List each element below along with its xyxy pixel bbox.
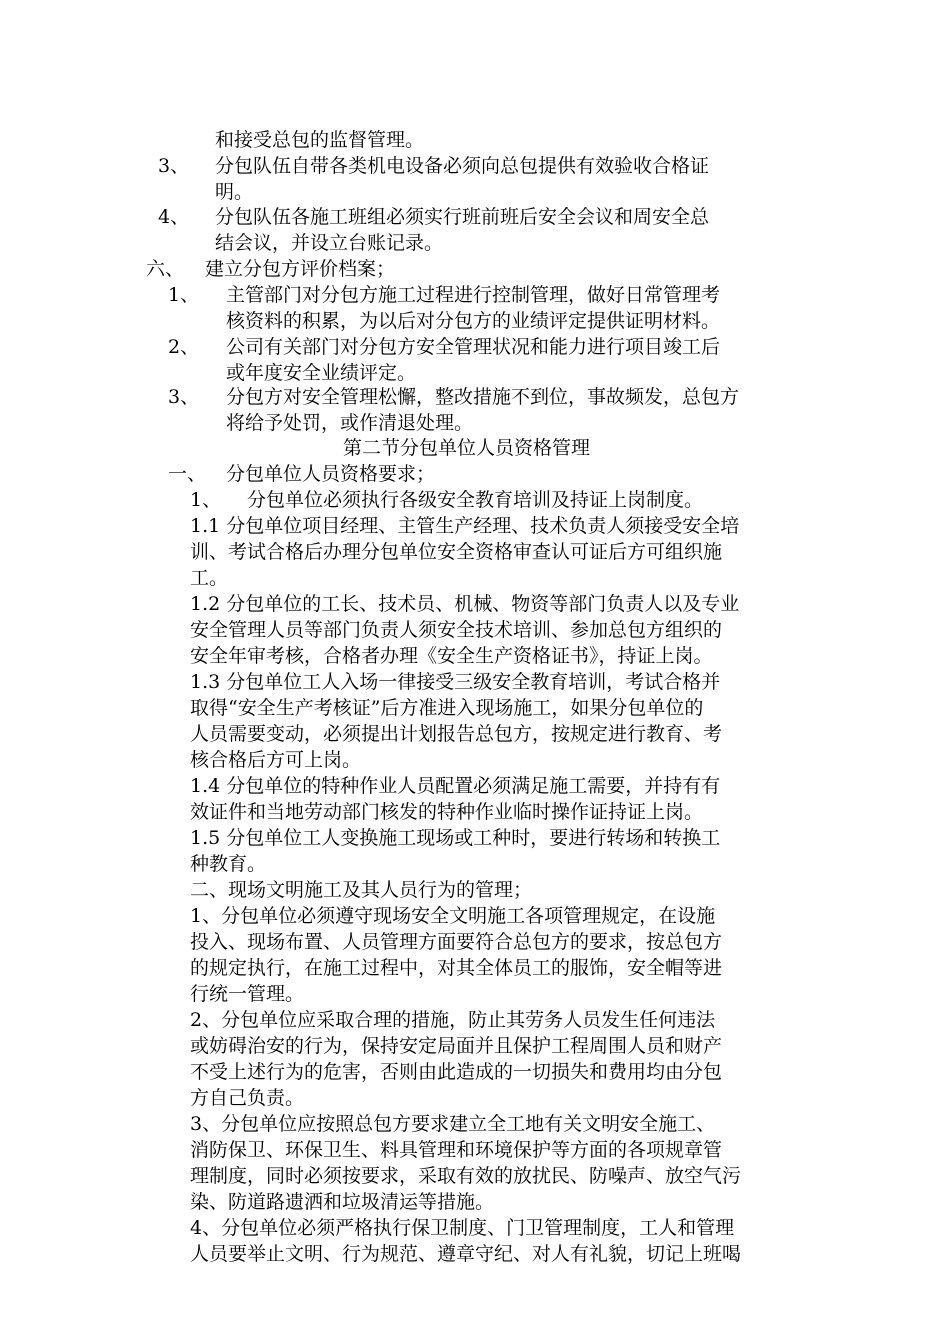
paragraph-line: 安全管理人员等部门负责人须安全技术培训、参加总包方组织的 (190, 619, 723, 641)
chapter-heading: 第二节分包单位人员资格管理 (343, 437, 591, 459)
paragraph-line: 取得“安全生产考核证”后方准进入现场施工，如果分包单位的 (190, 697, 704, 719)
item-text-line: 结会议，并设立台账记录。 (215, 232, 444, 254)
paragraph-line: 人员要举止文明、行为规范、遵章守纪、对人有礼貌，切记上班喝 (190, 1243, 742, 1265)
paragraph-line: 行统一管理。 (190, 983, 305, 1005)
item-text-line: 分包单位必须执行各级安全教育培训及持证上岗制度。 (247, 489, 704, 511)
item-text-line: 明。 (215, 181, 254, 203)
section-title: 二、现场文明施工及其人员行为的管理； (190, 879, 533, 901)
item-text-line: 分包方对安全管理松懈，整改措施不到位，事故频发，总包方 (226, 386, 740, 408)
item-text-line: 主管部门对分包方施工过程进行控制管理，做好日常管理考 (226, 284, 721, 306)
paragraph-line: 种教育。 (190, 853, 267, 875)
item-number: 4、 (158, 206, 190, 228)
item-text-line: 分包队伍各施工班组必须实行班前班后安全会议和周安全总 (215, 206, 710, 228)
paragraph-line: 4、分包单位必须严格执行保卫制度、门卫管理制度，工人和管理 (190, 1217, 735, 1239)
continuation-line: 和接受总包的监督管理。 (215, 129, 425, 151)
paragraph-line: 方自己负责。 (190, 1087, 305, 1109)
item-text-line: 核资料的积累，为以后对分包方的业绩评定提供证明材料。 (226, 310, 721, 332)
paragraph-line: 1.1 分包单位项目经理、主管生产经理、技术负责人须接受安全培 (190, 515, 740, 537)
section-number: 六、 (146, 258, 185, 280)
paragraph-line: 消防保卫、环保卫生、料具管理和环境保护等方面的各项规章管 (190, 1139, 723, 1161)
item-number: 3、 (158, 155, 190, 177)
paragraph-line: 1.5 分包单位工人变换施工现场或工种时，要进行转场和转换工 (190, 827, 721, 849)
paragraph-line: 2、分包单位应采取合理的措施，防止其劳务人员发生任何违法 (190, 1009, 716, 1031)
item-text-line: 将给予处罚，或作清退处理。 (226, 412, 474, 434)
paragraph-line: 效证件和当地劳动部门核发的特种作业临时操作证持证上岗。 (190, 801, 704, 823)
item-number: 2、 (168, 336, 200, 358)
section-title: 分包单位人员资格要求； (226, 463, 436, 485)
item-text-line: 公司有关部门对分包方安全管理状况和能力进行项目竣工后 (226, 336, 721, 358)
item-text-line: 分包队伍自带各类机电设备必须向总包提供有效验收合格证 (215, 155, 710, 177)
paragraph-line: 3、分包单位应按照总包方要求建立全工地有关文明安全施工、 (190, 1113, 716, 1135)
paragraph-line: 工。 (190, 567, 229, 589)
paragraph-line: 的规定执行，在施工过程中，对其全体员工的服饰，安全帽等进 (190, 957, 723, 979)
paragraph-line: 或妨碍治安的行为，保持安定局面并且保护工程周围人员和财产 (190, 1035, 723, 1057)
paragraph-line: 不受上述行为的危害，否则由此造成的一切损失和费用均由分包 (190, 1061, 723, 1083)
paragraph-line: 1.2 分包单位的工长、技术员、机械、物资等部门负责人以及专业 (190, 593, 740, 615)
paragraph-line: 染、防道路遗洒和垃圾清运等措施。 (190, 1191, 495, 1213)
item-number: 1、 (168, 284, 200, 306)
item-number: 1、 (190, 489, 222, 511)
item-text-line: 或年度安全业绩评定。 (226, 362, 417, 384)
section-number: 一、 (168, 463, 207, 485)
paragraph-line: 1.3 分包单位工人入场一律接受三级安全教育培训，考试合格并 (190, 671, 721, 693)
section-title: 建立分包方评价档案； (205, 258, 396, 280)
paragraph-line: 安全年审考核，合格者办理《安全生产资格证书》，持证上岗。 (190, 645, 713, 667)
paragraph-line: 理制度，同时必须按要求，采取有效的放扰民、防噪声、放空气污 (190, 1165, 742, 1187)
paragraph-line: 投入、现场布置、人员管理方面要符合总包方的要求，按总包方 (190, 931, 723, 953)
paragraph-line: 核合格后方可上岗。 (190, 749, 362, 771)
paragraph-line: 训、考试合格后办理分包单位安全资格审查认可证后方可组织施 (190, 541, 723, 563)
paragraph-line: 1、分包单位必须遵守现场安全文明施工各项管理规定，在设施 (190, 905, 716, 927)
paragraph-line: 人员需要变动，必须提出计划报告总包方，按规定进行教育、考 (190, 723, 723, 745)
item-number: 3、 (168, 386, 200, 408)
paragraph-line: 1.4 分包单位的特种作业人员配置必须满足施工需要，并持有有 (190, 775, 721, 797)
